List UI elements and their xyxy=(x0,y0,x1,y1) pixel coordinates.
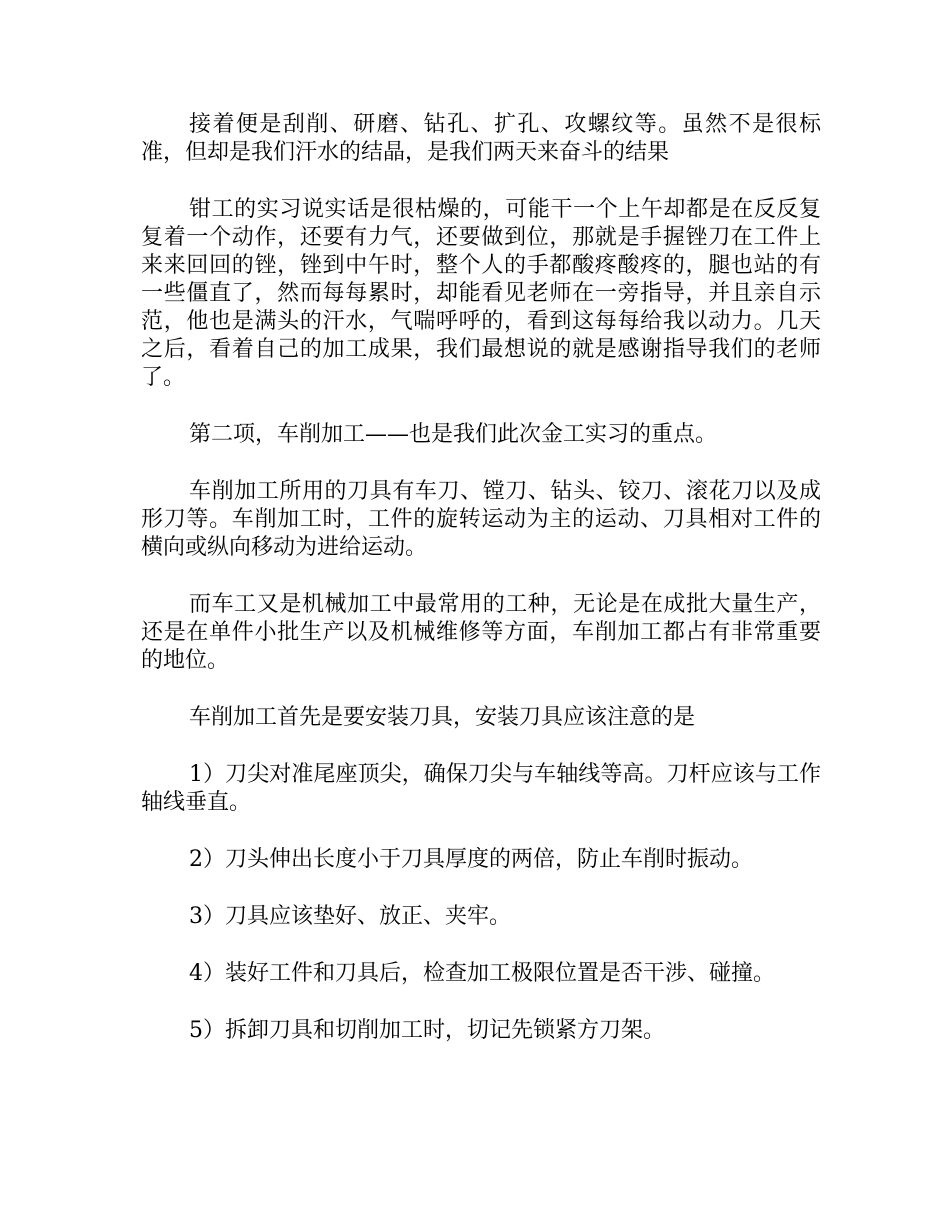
list-item-step-1: 1）刀尖对准尾座顶尖，确保刀尖与车轴线等高。刀杆应该与工作轴线垂直。 xyxy=(141,762,821,815)
paragraph-turning-tools: 车削加工所用的刀具有车刀、镗刀、钻头、铰刀、滚花刀以及成形刀等。车削加工时，工件的旋转运动为主的运动、刀具相对工件的横向或纵向移动为进给运动。 xyxy=(141,479,821,560)
list-item-step-2: 2）刀头伸出长度小于刀具厚度的两倍，防止车削时振动。 xyxy=(189,847,753,872)
list-item-step-4: 4）装好工件和刀具后，检查加工极限位置是否干涉、碰撞。 xyxy=(189,961,775,986)
paragraph-bench-work: 钳工的实习说实话是很枯燥的，可能干一个上午却都是在反反复复着一个动作，还要有力气，还要做到位，那就是手握锉刀在工件上来来回回的锉，锉到中午时，整个人的手都酸疼酸疼的，腿也站的有一些僵直了，然而每每累时，却能看见老师在一旁指导，并且亲自示范，他也是满头的汗水，气喘呼呼的，看到这每每给我以动力。几天之后，看着自己的加工成果，我们最想说的就是感谢指导我们的老师了。 xyxy=(141,197,821,390)
paragraph-lathe-importance: 而车工又是机械加工中最常用的工种，无论是在成批大量生产，还是在单件小批生产以及机械维修等方面，车削加工都占有非常重要的地位。 xyxy=(141,592,821,673)
document-body xyxy=(141,111,821,1074)
paragraph-turning-intro: 第二项，车削加工——也是我们此次金工实习的重点。 xyxy=(189,422,718,447)
list-item-step-3: 3）刀具应该垫好、放正、夹牢。 xyxy=(189,904,511,929)
list-item-step-5: 5）拆卸刀具和切削加工时，切记先锁紧方刀架。 xyxy=(189,1018,665,1043)
paragraph-grinding-results: 接着便是刮削、研磨、钻孔、扩孔、攻螺纹等。虽然不是很标准，但却是我们汗水的结晶，是我们两天来奋斗的结果 xyxy=(141,112,821,165)
paragraph-tool-install: 车削加工首先是要安装刀具，安装刀具应该注意的是 xyxy=(189,705,696,730)
